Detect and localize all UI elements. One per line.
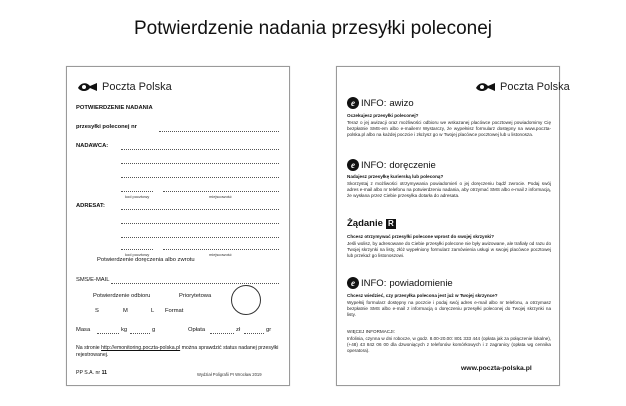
section-doreczenie-title: doręczenie [389, 159, 436, 171]
section-awizo-prefix: INFO: [361, 97, 387, 109]
kg-label: kg [121, 327, 128, 333]
more-info-label: WIĘCEJ INFORMACJI: [347, 329, 395, 334]
section-powiadomienie-prefix: INFO: [361, 277, 387, 289]
sms-email-label: SMS/E-MAIL [76, 277, 110, 283]
size-l-option[interactable]: L [151, 308, 155, 314]
addressee-postal-code-field[interactable] [121, 249, 153, 250]
delivery-confirmation-label: Potwierdzenie doręczenia albo zwrotu [97, 257, 195, 263]
section-zadanie-question: Chcesz otrzymywać przesyłki polecone wprost do swojej skrzynki? [347, 234, 495, 239]
g-label: g [152, 327, 156, 333]
monitoring-link[interactable]: http://emonitoring.poczta-polska.pl [101, 345, 181, 351]
logo [77, 81, 172, 93]
postmark-circle [231, 285, 261, 315]
sender-postal-code-caption: kod pocztowy [125, 194, 150, 199]
sms-email-field[interactable] [111, 283, 279, 284]
logo-text-right: Poczta Polska [500, 81, 570, 93]
sender-line-3[interactable] [121, 177, 279, 178]
mass-kg-field[interactable] [97, 333, 119, 334]
addressee-label: ADRESAT: [76, 203, 105, 209]
logo-text: Poczta Polska [102, 81, 172, 93]
monitoring-prefix: Na stronie [76, 345, 100, 351]
mass-label: Masa [76, 327, 91, 333]
horn-icon [475, 81, 497, 93]
e-info-icon: e [347, 97, 359, 109]
section-powiadomienie-heading [347, 277, 453, 289]
receipt-confirmation-label: Potwierdzenie odbioru [93, 293, 151, 299]
addressee-postal-code-caption: kod pocztowy [125, 252, 150, 257]
confirmation-form-card [66, 66, 290, 386]
section-awizo-text: Teraz o jej awizacji oraz możliwości odbioru we wskazanej placówce pocztowej powiadomimy Cię bezpłatnie SMS-em albo e-mailem! Wystarczy, że wypełnisz formularz dostępny na www.poczta-polska.pl albo na każdej poczcie i złożysz go w Twojej placówce pocztowej lub u listonosza. [347, 120, 551, 137]
sender-line-1[interactable] [121, 149, 279, 150]
mass-g-field[interactable] [130, 333, 150, 334]
monitoring-note [76, 345, 282, 359]
fee-zl-field[interactable] [210, 333, 234, 334]
fee-label: Opłata [188, 327, 206, 333]
form-heading: POTWIERDZENIE NADANIA [76, 105, 153, 111]
size-m-option[interactable]: M [123, 308, 128, 314]
zl-label: zł [236, 327, 241, 333]
sender-city-field[interactable] [163, 191, 279, 192]
sender-city-caption: miejscowość [209, 194, 232, 199]
section-zadanie-heading [347, 218, 396, 229]
section-powiadomienie-title: powiadomienie [389, 277, 453, 289]
addressee-line-1[interactable] [121, 209, 279, 210]
format-label: Format [165, 308, 184, 314]
registered-parcel-label: przesyłki poleconej nr [76, 124, 137, 130]
section-doreczenie-question: Nadajesz przesyłkę kurierską lub poleconą? [347, 174, 444, 179]
sender-line-2[interactable] [121, 163, 279, 164]
e-info-icon: e [347, 159, 359, 171]
form-number: 11 [101, 370, 108, 376]
form-code-label: PP S.A. nr [76, 370, 101, 376]
page-title: Potwierdzenie nadania przesyłki poleconej [133, 18, 493, 39]
priority-label: Priorytetowa [179, 293, 212, 299]
addressee-city-caption: miejscowość [209, 252, 232, 257]
sender-label: NADAWCA: [76, 143, 109, 149]
size-s-option[interactable]: S [95, 308, 99, 314]
website-link[interactable]: www.poczta-polska.pl [461, 365, 532, 372]
parcel-number-field[interactable] [159, 131, 279, 132]
section-doreczenie-heading [347, 159, 436, 171]
addressee-city-field[interactable] [163, 249, 279, 250]
section-awizo-question: Oczekujesz przesyłki poleconej? [347, 113, 419, 118]
horn-icon [77, 81, 99, 93]
e-info-icon: e [347, 277, 359, 289]
info-card [336, 66, 570, 386]
section-doreczenie-text: Skorzystaj z możliwości otrzymywania powiadomień o jej doręczeniu bądź zwrocie. Podaj swój adres e-mail albo nr telefonu na potwierdzeniu nadania, aby otrzymać SMS albo e-mail z informacją, że wysłana przez Ciebie przesyłka dotarła do adresata. [347, 181, 552, 198]
infoline-text: Infolinia, czynna w dni robocze, w godz. 8.00-20.00: 801 333 444 (opłata jak za połączenie lokalne), (+48) 43 842 06 00 dla dzwoniących z telefonów komórkowych i z zagranicy (opłata wg cennika operatora). [347, 336, 551, 353]
sender-postal-code-field[interactable] [121, 191, 153, 192]
section-zadanie-prefix: Żądanie [347, 218, 383, 229]
section-doreczenie-prefix: INFO: [361, 159, 387, 171]
gr-label: gr [266, 327, 272, 333]
section-zadanie-title: R [386, 219, 396, 229]
monitoring-suffix: można sprawdzić status nadanej przesyłki rejestrowanej. [76, 345, 279, 358]
section-awizo-heading [347, 97, 414, 109]
form-code [76, 370, 107, 376]
section-awizo-title: awizo [389, 97, 414, 109]
printer-note: Wydział Poligrafii PI Wrocław 2019 [197, 372, 262, 377]
addressee-line-2[interactable] [121, 223, 279, 224]
addressee-line-3[interactable] [121, 237, 279, 238]
logo-right [475, 81, 570, 93]
section-powiadomienie-question: Chcesz wiedzieć, czy przesyłka polecona jest już w Twojej skrzynce? [347, 293, 498, 298]
section-powiadomienie-text: Wypełnij formularz dostępny na poczcie i podaj swój adres e-mail albo nr telefonu, a otrzymasz bezpłatnie SMS albo e-mail z informacją o doręczeniu przesyłki poleconej do Twojej skrzynki na listy. [347, 300, 551, 317]
section-zadanie-text: Jeśli wolisz, by adresowane do Ciebie przesyłki polecone nie były awizowane, ale trafiały od razu do Twojej skrzynki na listy, złóż wypełniony formularz zamówienia usługi w swojej placówce pocztowej lub przekaż go listonoszowi. [347, 241, 551, 258]
fee-gr-field[interactable] [244, 333, 264, 334]
